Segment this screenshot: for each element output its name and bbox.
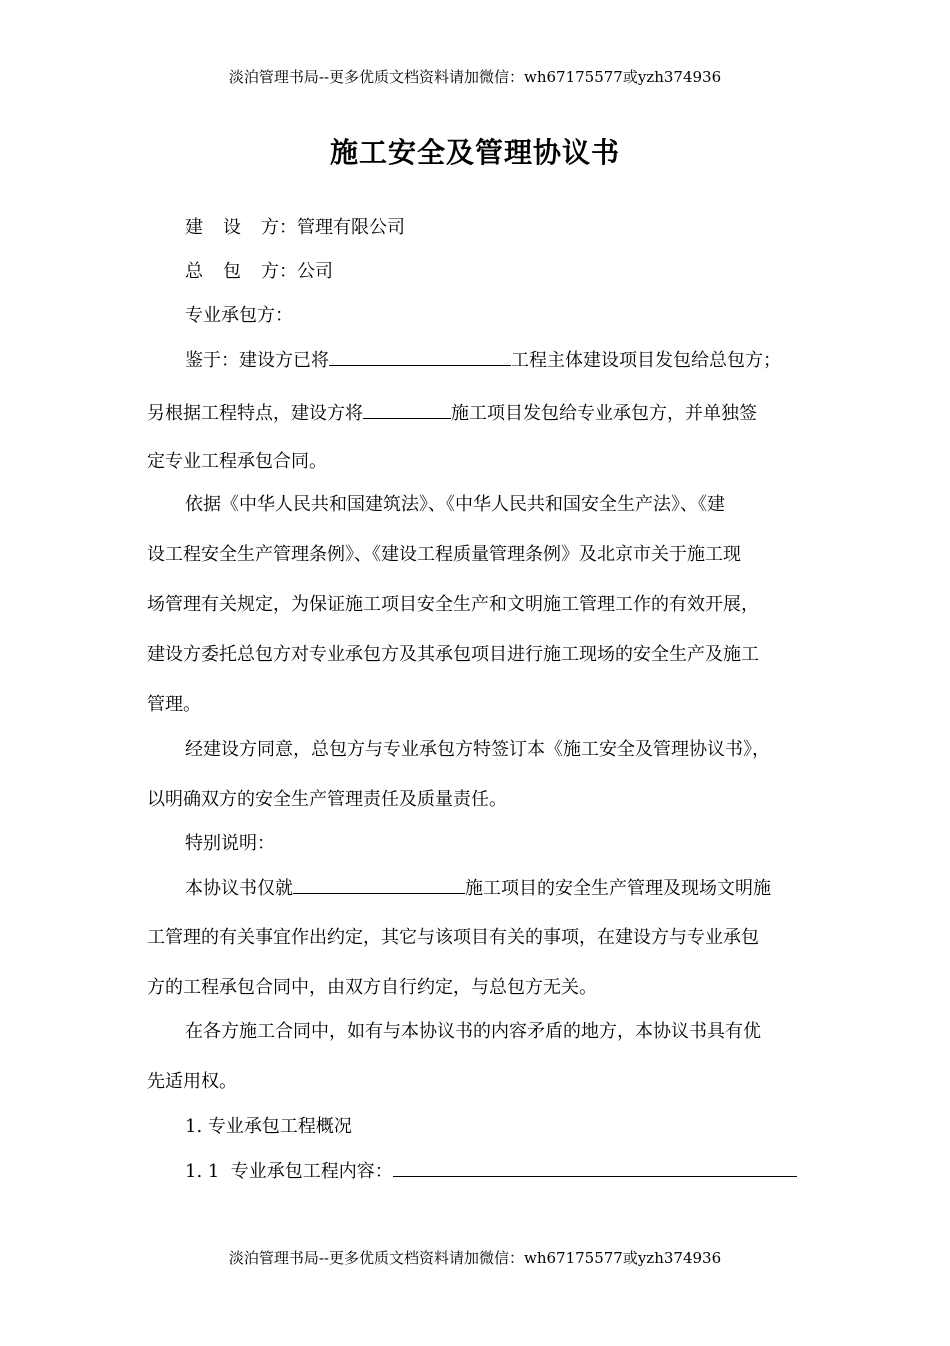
section-1-heading: 1. 专业承包工程概况 (185, 1116, 352, 1137)
section-1-1-label: 1. 1 专业承包工程内容： (185, 1161, 393, 1182)
p5-text-b: 施工项目的安全生产管理及现场文明施 (465, 878, 771, 899)
owner-label-2: 设 (223, 217, 241, 238)
p1-line1 (185, 347, 781, 374)
general-label-3: 方： (261, 261, 297, 282)
p1-line2 (147, 400, 757, 427)
p2-line5: 管理。 (147, 694, 201, 715)
p1-line3: 定专业工程承包合同。 (147, 451, 327, 472)
p1-text-a: 鉴于：建设方已将 (185, 350, 329, 371)
p2-line4: 建设方委托总包方对专业承包方及其承包项目进行施工现场的安全生产及施工 (147, 644, 759, 665)
p3-line2: 以明确双方的安全生产管理责任及质量责任。 (147, 789, 507, 810)
p2-line1: 依据《中华人民共和国建筑法》、《中华人民共和国安全生产法》、《建 (185, 494, 725, 515)
p5-line2: 工管理的有关事宜作出约定，其它与该项目有关的事项，在建设方与专业承包 (147, 927, 759, 948)
blank-specialty-project (363, 400, 451, 419)
p5-line3: 方的工程承包合同中，由双方自行约定，与总包方无关。 (147, 977, 597, 998)
p1-text-c: 另根据工程特点，建设方将 (147, 403, 363, 424)
general-label-2: 包 (223, 261, 241, 282)
p6-line2: 先适用权。 (147, 1071, 237, 1092)
document-title: 施工安全及管理协议书 (329, 136, 620, 169)
owner-label-1: 建 (185, 217, 203, 238)
p1-text-d: 施工项目发包给专业承包方，并单独签 (451, 403, 757, 424)
p5-line1 (185, 875, 771, 902)
p5-text-a: 本协议书仅就 (185, 878, 293, 899)
owner-line (185, 215, 405, 241)
blank-specialty-content (393, 1158, 797, 1177)
general-label-1: 总 (185, 261, 203, 282)
general-contractor-line (185, 259, 333, 285)
page-footer: 淡泊管理书局--更多优质文档资料请加微信：wh67175577或yzh374936 (228, 1249, 722, 1267)
p2-line2: 设工程安全生产管理条例》、《建设工程质量管理条例》及北京市关于施工现 (147, 544, 741, 565)
general-value: 公司 (297, 261, 333, 282)
blank-main-project (329, 347, 511, 366)
owner-value: 管理有限公司 (297, 217, 405, 238)
p3-line1: 经建设方同意，总包方与专业承包方特签订本《施工安全及管理协议书》， (185, 739, 770, 760)
p2-line3: 场管理有关规定，为保证施工项目安全生产和文明施工管理工作的有效开展， (147, 594, 759, 615)
owner-label-3: 方： (261, 217, 297, 238)
p6-line1: 在各方施工合同中，如有与本协议书的内容矛盾的地方，本协议书具有优 (185, 1021, 761, 1042)
section-1-1-line (185, 1158, 797, 1185)
page-header: 淡泊管理书局--更多优质文档资料请加微信：wh67175577或yzh374936 (228, 68, 722, 86)
blank-agreement-project (293, 875, 465, 894)
p1-text-b: 工程主体建设项目发包给总包方； (511, 350, 781, 371)
specialty-contractor-line: 专业承包方： (185, 305, 293, 326)
special-note-heading: 特别说明： (185, 833, 275, 854)
